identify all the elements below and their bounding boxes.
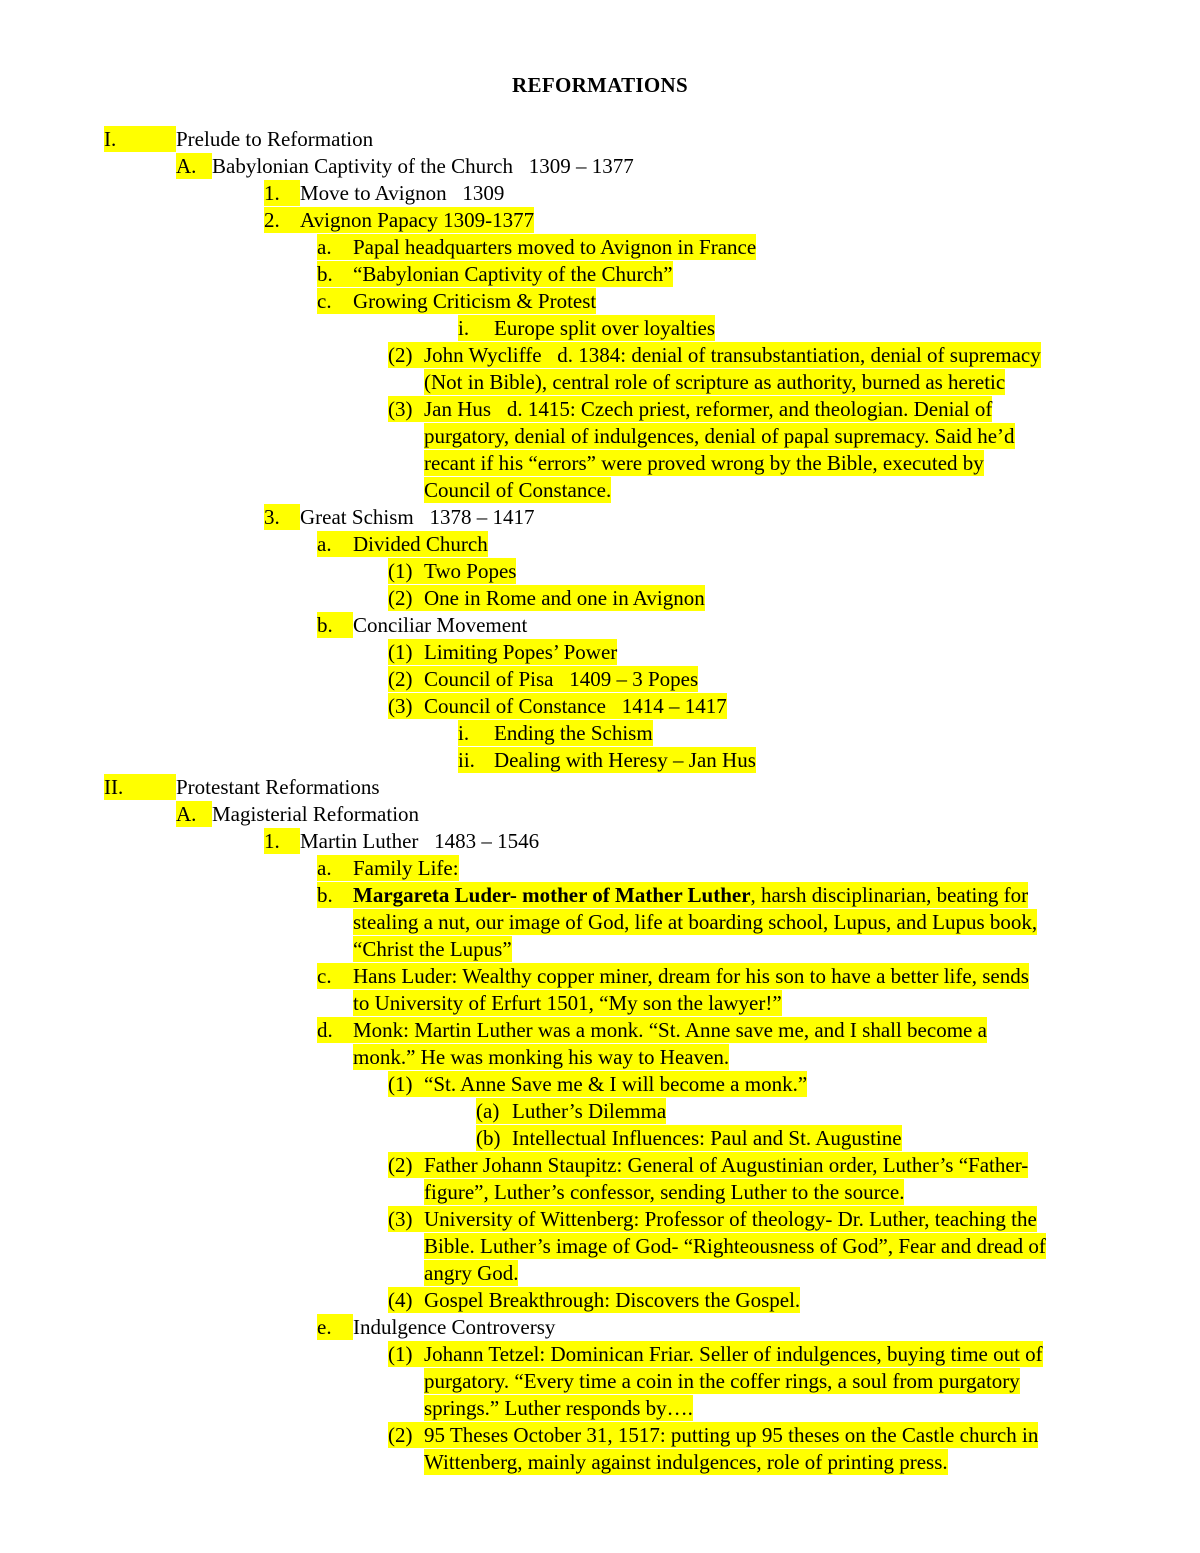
outline-text: Council of Constance 1414 – 1417 (424, 694, 727, 718)
outline-text: Avignon Papacy 1309-1377 (300, 208, 535, 232)
list-marker: 3. (264, 504, 300, 530)
list-marker: II. (104, 774, 176, 800)
outline-text-rest: , harsh disciplinarian, beating for (750, 883, 1029, 907)
list-marker: (1) (388, 1071, 424, 1097)
outline-text: Growing Criticism & Protest (353, 289, 597, 313)
list-marker: (3) (388, 396, 424, 422)
outline-text: Luther’s Dilemma (512, 1099, 667, 1123)
outline-text: Monk: Martin Luther was a monk. “St. Anne save me, and I shall become a (353, 1018, 987, 1042)
list-marker: b. (317, 882, 353, 908)
outline-text: Conciliar Movement (353, 613, 528, 637)
outline-text: Dealing with Heresy – Jan Hus (494, 748, 756, 772)
outline-text: Prelude to Reformation (176, 127, 374, 151)
outline-text: purgatory, denial of indulgences, denial of papal supremacy. Said he’d (424, 424, 1015, 448)
outline-text: Intellectual Influences: Paul and St. Augustine (512, 1126, 902, 1150)
list-marker: b. (317, 261, 353, 287)
outline-text: Johann Tetzel: Dominican Friar. Seller of indulgences, buying time out of (424, 1342, 1043, 1366)
outline-text: Limiting Popes’ Power (424, 640, 618, 664)
list-marker: 1. (264, 828, 300, 854)
list-marker: A. (176, 801, 212, 827)
outline-text: purgatory. “Every time a coin in the coffer rings, a soul from purgatory (424, 1369, 1020, 1393)
outline-text: Europe split over loyalties (494, 316, 716, 340)
outline-text: Jan Hus d. 1415: Czech priest, reformer, and theologian. Denial of (424, 397, 993, 421)
outline-text: University of Wittenberg: Professor of theology- Dr. Luther, teaching the (424, 1207, 1037, 1231)
outline-text: Council of Constance. (424, 478, 612, 502)
list-marker: (2) (388, 666, 424, 692)
list-marker: c. (317, 963, 353, 989)
outline-text: Papal headquarters moved to Avignon in France (353, 235, 757, 259)
outline-text: Protestant Reformations (176, 775, 380, 799)
list-marker: ii. (458, 747, 494, 773)
outline-text: angry God. (424, 1261, 519, 1285)
list-marker: (2) (388, 342, 424, 368)
list-marker: (2) (388, 585, 424, 611)
outline-text: figure”, Luther’s confessor, sending Luther to the source. (424, 1180, 905, 1204)
outline-text: stealing a nut, our image of God, life at boarding school, Lupus, and Lupus book, (353, 910, 1038, 934)
list-marker: i. (458, 315, 494, 341)
outline-text: Martin Luther 1483 – 1546 (300, 829, 540, 853)
outline-text: Babylonian Captivity of the Church 1309 – 1377 (212, 154, 634, 178)
outline-text: Hans Luder: Wealthy copper miner, dream for his son to have a better life, sends (353, 964, 1029, 988)
outline-text: Family Life: (353, 856, 459, 880)
outline-text: 95 Theses October 31, 1517: putting up 95 theses on the Castle church in (424, 1423, 1039, 1447)
outline-text: Bible. Luther’s image of God- “Righteousness of God”, Fear and dread of (424, 1234, 1046, 1258)
list-marker: e. (317, 1314, 353, 1340)
outline-text: recant if his “errors” were proved wrong by the Bible, executed by (424, 451, 984, 475)
list-marker: d. (317, 1017, 353, 1043)
list-marker: (1) (388, 639, 424, 665)
list-marker: c. (317, 288, 353, 314)
outline-text: Indulgence Controversy (353, 1315, 556, 1339)
list-marker: (a) (476, 1098, 512, 1124)
list-marker: i. (458, 720, 494, 746)
list-marker: I. (104, 126, 176, 152)
outline-text: Move to Avignon 1309 (300, 181, 505, 205)
outline-text: Council of Pisa 1409 – 3 Popes (424, 667, 699, 691)
list-marker: (b) (476, 1125, 512, 1151)
list-marker: (2) (388, 1422, 424, 1448)
outline-text: John Wycliffe d. 1384: denial of transubstantiation, denial of supremacy (424, 343, 1041, 367)
outline-text: Gospel Breakthrough: Discovers the Gospel. (424, 1288, 801, 1312)
list-marker: (2) (388, 1152, 424, 1178)
list-marker: (3) (388, 693, 424, 719)
list-marker: (3) (388, 1206, 424, 1232)
list-marker: A. (176, 153, 212, 179)
outline-text: Father Johann Staupitz: General of Augustinian order, Luther’s “Father- (424, 1153, 1029, 1177)
list-marker: (1) (388, 558, 424, 584)
outline-text (353, 882, 1028, 908)
outline-text: (Not in Bible), central role of scripture as authority, burned as heretic (424, 370, 1006, 394)
outline-text: “St. Anne Save me & I will become a monk.” (424, 1072, 808, 1096)
list-marker: b. (317, 612, 353, 638)
outline-text: “Christ the Lupus” (353, 937, 512, 961)
list-marker: a. (317, 531, 353, 557)
bold-text: Margareta Luder- mother of Mather Luther (353, 883, 751, 907)
outline-text: springs.” Luther responds by…. (424, 1396, 693, 1420)
list-marker: 2. (264, 207, 300, 233)
outline-text: Ending the Schism (494, 721, 653, 745)
page-title: REFORMATIONS (512, 73, 688, 97)
outline-text: Wittenberg, mainly against indulgences, role of printing press. (424, 1450, 948, 1474)
outline-text: Two Popes (424, 559, 517, 583)
outline-text: One in Rome and one in Avignon (424, 586, 705, 610)
outline-text: “Babylonian Captivity of the Church” (353, 262, 673, 286)
outline-text: Divided Church (353, 532, 488, 556)
list-marker: (4) (388, 1287, 424, 1313)
outline-text: Magisterial Reformation (212, 802, 420, 826)
list-marker: 1. (264, 180, 300, 206)
outline-text: to University of Erfurt 1501, “My son the lawyer!” (353, 991, 782, 1015)
list-marker: a. (317, 855, 353, 881)
outline-text: monk.” He was monking his way to Heaven. (353, 1045, 730, 1069)
list-marker: a. (317, 234, 353, 260)
list-marker: (1) (388, 1341, 424, 1367)
outline-text: Great Schism 1378 – 1417 (300, 505, 535, 529)
